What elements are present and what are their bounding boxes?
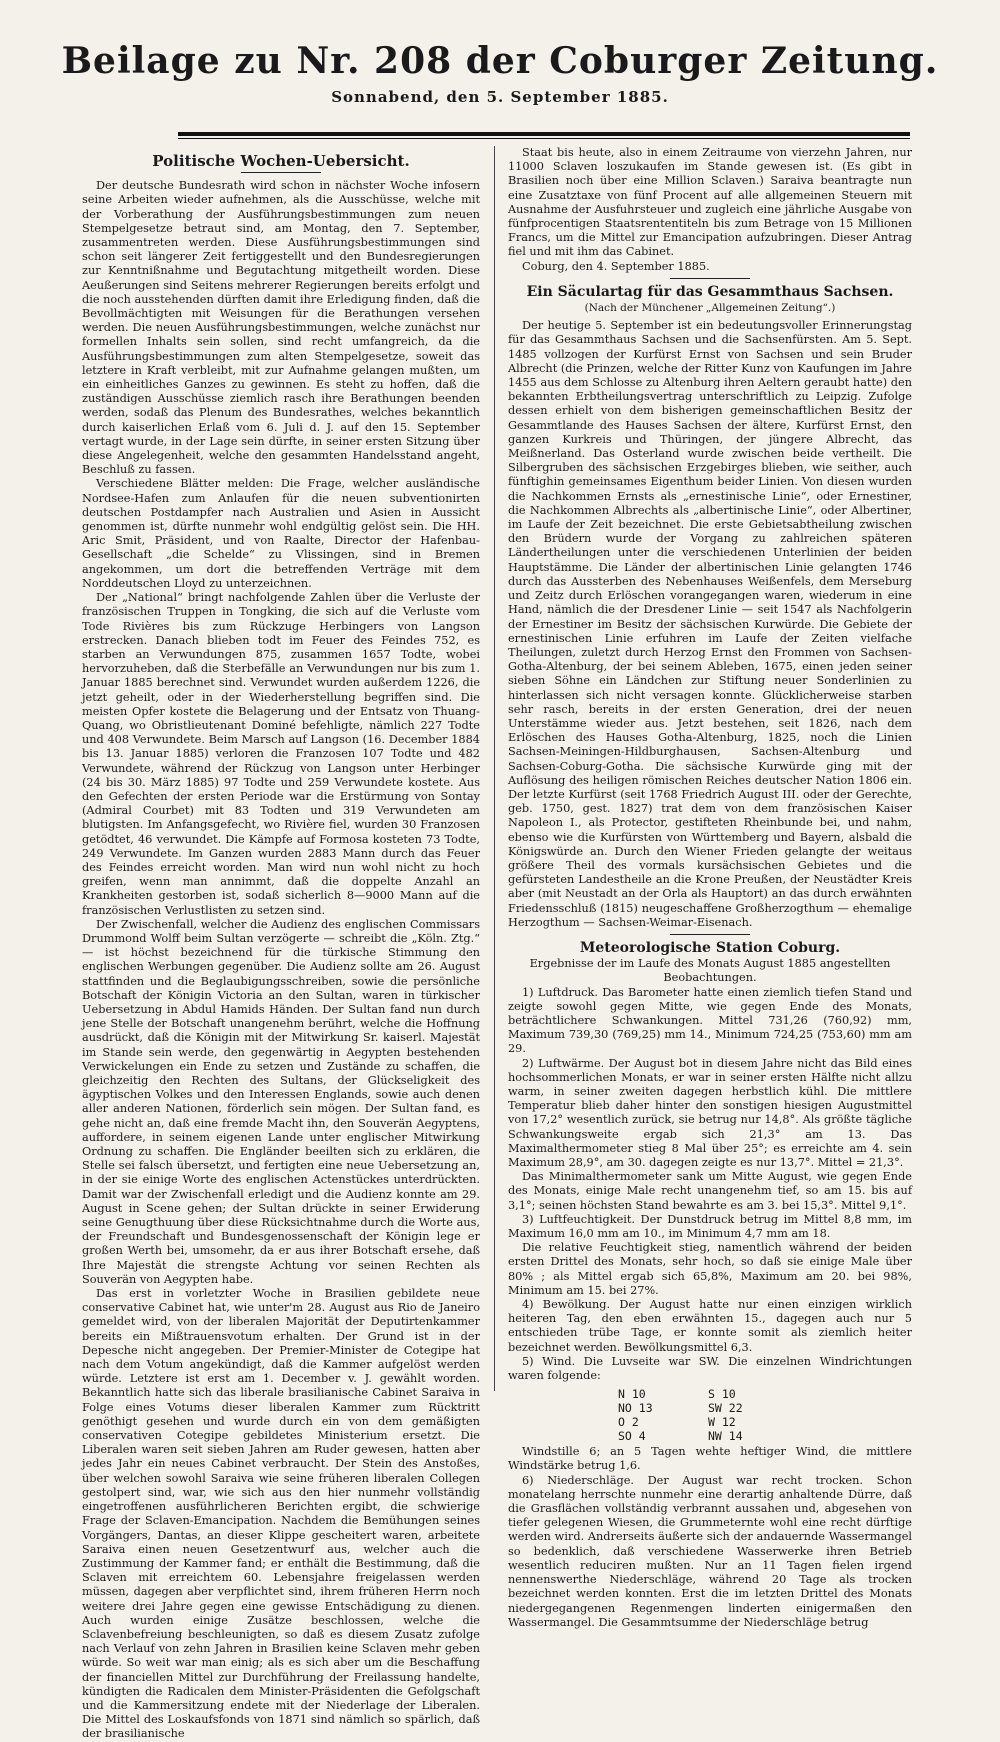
masthead-title: Beilage zu Nr. 208 der Coburger Zeitung. — [61, 40, 939, 82]
paragraph: Staat bis heute, also in einem Zeitraume von vierzehn Jahren, nur 11000 Sclaven loszukaufen im Stande gewesen ist. (Es gibt in Brasilien noch über eine Million Sclaven.) Saraiva beantragte nun eine Zusatztaxe von fünf Procent auf alle allgemeinen Steuern mit Ausnahme der Ausfuhrsteuer und zugleich eine jährliche Ausgabe von fünfprocentigen Staatsrententiteln bis zum Betrage von 15 Millionen Francs, um die Mittel zur Emancipation aufzubringen. Dieser Antrag fiel und mit ihm das Cabinet. — [508, 146, 912, 259]
paragraph: Der deutsche Bundesrath wird schon in nächster Woche infosern seine Arbeiten wieder aufnehmen, als die Ausschüsse, welche mit der Vorberathung der Ausführungsbestimmungen zum neuen Stempelgesetze betraut sind, am Montag, den 7. September, zusammentreten werden. Diese Ausführungsbestimmungen sind schon seit längerer Zeit fertiggestellt und den Bundesregierungen zur Kenntnißnahme und Begutachtung mitgetheilt worden. Diese Aeußerungen sind Seitens mehrerer Regierungen bereits erfolgt und die noch ausstehenden dürften damit ihre Erledigung finden, daß die Bevollmächtigten mit Weisungen für die Berathungen versehen werden. Die neuen Ausführungsbestimmungen, welche zunächst nur formellen Inhalts sein sollen, sind recht umfangreich, da die Ausführungsbestimmungen zum alten Stempelgesetze, soweit das letztere in Kraft verbleibt, mit zur Aufnahme gelangen mußten, um ein einheitliches Ganzes zu gewinnen. Es steht zu hoffen, daß die zuständigen Ausschüsse ziemlich rasch ihre Berathungen beenden werden, sodaß das Plenum des Bundesrathes, welches bekanntlich durch kaiserlichen Erlaß vom 6. Juli d. J. auf den 15. September vertagt wurde, in der Lage sein dürfte, in seiner ersten Sitzung über diese Angelegenheit, welche den gesammten Handelsstand angeht, Beschluß zu fassen. — [82, 179, 480, 477]
weather-item: 2) Luftwärme. Der August bot in diesem Jahre nicht das Bild eines hochsommerlichen Monats, er war in seiner ersten Hälfte nicht allzu warm, in seiner zweiten dagegen herbstlich kühl. Die mittlere Temperatur blieb daher hinter den sonstigen hiesigen Augustmittel von 17,2° wesentlich zurück, sie betrug nur 14,8°. Als größte tägliche Schwankungsweite ergab sich 21,3° am 13. Das Maximalthermometer stieg 8 Mal über 25°; es erreichte am 4. sein Maximum 28,9°, am 30. dagegen zeigte es nur 13,7°. Mittel = 21,3°. — [508, 1056, 912, 1170]
wind-cell: NO 13 — [618, 1401, 653, 1416]
weather-item: Die relative Feuchtigkeit stieg, namentlich während der beiden ersten Drittel des Monats, sehr hoch, so daß sie einige Male über 80% ; als Mittel ergab sich 65,8%, Maximum am 20. bei 98%, Minimum am 15. bei 27%. — [508, 1241, 912, 1297]
weather-item: Windstille 6; an 5 Tagen wehte heftiger Wind, die mittlere Windstärke betrug 1,6. — [508, 1445, 912, 1473]
weather-item: 1) Luftdruck. Das Barometer hatte einen ziemlich tiefen Stand und zeigte sowohl gegen Mitte, wie gegen Ende des Monats, beträchtlichere Schwankungen. Mittel 731,26 (760,92) mm, Maximum 739,30 (769,25) mm 14., Minimum 724,25 (753,60) mm am 29. — [508, 985, 912, 1056]
article-source: (Nach der Münchener „Allgemeinen Zeitung“.) — [584, 302, 836, 315]
wind-row — [618, 1387, 912, 1401]
wind-row — [618, 1429, 912, 1443]
wind-cell: NW 14 — [708, 1429, 743, 1444]
paragraph: Verschiedene Blätter melden: Die Frage, welcher ausländische Nordsee-Hafen zum Anlaufen für die neuen subventionirten deutschen Postdampfer nach Australien und Asien in Aussicht genommen ist, dürfte nunmehr wohl endgültig gelöst sein. Die HH. Aric Smit, Präsident, und von Raalte, Director der Hafenbau-Gesellschaft „die Schelde“ zu Vlissingen, sind in Bremen angekommen, um dort die betreffenden Verträge mit dem Norddeutschen Lloyd zu unterzeichnen. — [82, 477, 480, 590]
article-heading-politics: Politische Wochen-Uebersicht. — [152, 152, 410, 170]
left-column — [82, 146, 480, 1741]
wind-row — [618, 1401, 912, 1415]
section-rule — [670, 934, 750, 935]
wind-cell: S 10 — [708, 1387, 736, 1402]
article-intro: Ergebnisse der im Laufe des Monats August 1885 angestellten Beobachtungen. — [529, 957, 891, 985]
article-heading-saxony: Ein Säculartag für das Gesammthaus Sachsen. — [526, 283, 894, 300]
paragraph: Der heutige 5. September ist ein bedeutungsvoller Erinnerungstag für das Gesammthaus Sachsen und die Sachsenfürsten. Am 5. Sept. 1485 vollzogen der Kurfürst Ernst von Sachsen und sein Bruder Albrecht (die Prinzen, welche der Ritter Kunz von Kaufungen im Jahre 1455 aus dem Schlosse zu Altenburg ihren Aeltern geraubt hatte) den bekannten Erbtheilungsvertrag unterschriftlich zu Leipzig. Zufolge dessen erhielt von dem bisherigen gemeinschaftlichen Besitz der Gesammtlande des Hauses Sachsen der ältere, Kurfürst Ernst, den ganzen Kurkreis und Thüringen, der jüngere Albrecht, das Meißnerland. Das Osterland wurde zwischen beide vertheilt. Die Silbergruben des sächsischen Erzgebirges blieben, wie seither, auch fünftighin gemeinsames Eigenthum beider Linien. Von diesen wurden die Nachkommen Ernsts als „ernestinische Linie“, oder Ernestiner, die Nachkommen Albrechts als „albertinische Linie“, oder Albertiner, im Laufe der Zeit bezeichnet. Die erste Gebietsabtheilung zwischen den Brüdern wurde der Vorgang zu zahlreichen späteren Ländertheilungen unter die verschiedenen Unterlinien der beiden Hauptstämme. Die Länder der albertinischen Linie gelangten 1746 durch das Aussterben des Nebenhauses Weißenfels, dem Merseburg und Zeitz durch Erlöschen vorangegangen waren, wiederum in eine Hand, nämlich die der Dresdener Linie — seit 1547 als Nachfolgerin der Ernestiner im Besitz der sächsischen Kurwürde. Die Gebiete der ernestinischen Linie erfuhren im Laufe der Zeiten vielfache Theilungen, zuletzt durch Herzog Ernst den Frommen von Sachsen-Gotha-Altenburg, der bei seinem Ableben, 1675, einen jeden seiner sieben Söhne ein Ländchen zur Stiftung neuer Sonderlinien zu hinterlassen sich nicht versagen konnte. Glücklicherweise starben sehr rasch, bereits in der ersten Generation, drei der neuen Unterstämme wieder aus. Jetzt bestehen, seit 1826, nach dem Erlöschen des Hauses Gotha-Altenburg, 1825, noch die Linien Sachsen-Meiningen-Hildburghausen, Sachsen-Altenburg und Sachsen-Coburg-Gotha. Die sächsische Kurwürde ging mit der Auflösung des heiligen römischen Reiches deutscher Nation 1806 ein. Der letzte Kurfürst (seit 1768 Friedrich August III. oder der Gerechte, geb. 1750, gest. 1827) trat dem von dem französischen Kaiser Napoleon I., als Protector, gestifteten Rheinbunde bei, und nahm, ebenso wie die Kurfürsten von Württemberg und Bayern, alsbald die Königswürde an. Durch den Wiener Frieden gelangte der weitaus größere Theil des vormals kursächsischen Gebietes und die gefürsteten Landestheile an die Krone Preußen, der Neustädter Kreis aber (mit Neustadt an der Orla als Hauptort) an das durch erwähnten Friedensschluß (1815) neugeschaffene Großherzogthum — ehemalige Herzogthum — Sachsen-Weimar-Eisenach. — [508, 319, 912, 929]
weather-item: Das Minimalthermometer sank um Mitte August, wie gegen Ende des Monats, einige Male recht unangenehm tief, so am 15. bis auf 3,1°; seinen höchsten Stand bewahrte es am 3. bei 15,3°. Mittel 9,1°. — [508, 1170, 912, 1212]
weather-item: 3) Luftfeuchtigkeit. Der Dunstdruck betrug im Mittel 8,8 mm, im Maximum 16,0 mm am 10., im Minimum 4,7 mm am 18. — [508, 1212, 912, 1241]
weather-item: 6) Niederschläge. Der August war recht trocken. Schon monatelang herrschte nunmehr eine derartig anhaltende Dürre, daß die Grasflächen vollständig verbrannt aussahen und, abgesehen von tiefer gelegenen Wiesen, die Grummeternte wohl eine recht dürftige werden wird. Andrerseits äußerte sich der andauernde Wassermangel so bedenklich, daß verschiedene Wasserwerke ihren Betrieb wesentlich reduciren mußten. Nur an 11 Tagen fielen irgend nennenswerthe Niederschläge, während 20 Tage als trocken bezeichnet werden konnten. Erst die im letzten Drittel des Monats niedergegangenen Regenmengen linderten einigermaßen den Wassermangel. Die Gesammtsumme der Niederschläge betrug — [508, 1473, 912, 1629]
column-divider — [494, 146, 495, 1391]
wind-cell: O 2 — [618, 1415, 639, 1430]
weather-item: 4) Bewölkung. Der August hatte nur einen einzigen wirklich heiteren Tag, den eben erwähnten 15., dagegen auch nur 5 entschieden trübe Tage, er konnte somit als ziemlich heiter bezeichnet werden. Bewölkungsmittel 6,3. — [508, 1298, 912, 1354]
paragraph: Das erst in vorletzter Woche in Brasilien gebildete neue conservative Cabinet hat, wie unter'm 28. August aus Rio de Janeiro gemeldet wird, von der liberalen Majorität der Deputirtenkammer bereits ein Mißtrauensvotum erhalten. Der Grund ist in der Depesche nicht angegeben. Der Premier-Minister de Cotegipe hat nach dem Votum angekündigt, daß die Kammer aufgelöst werden würde. Letztere ist erst am 1. December v. J. gewählt worden. Bekanntlich hatte sich das liberale brasilianische Cabinet Saraiva in Folge eines Votums dieser liberalen Kammer zum Rücktritt genöthigt gesehen und wurde durch ein von dem gemäßigten conservativen Cotegipe gebildetes Ministerium ersetzt. Die Liberalen waren seit sieben Jahren am Ruder gewesen, hatten aber jedes Jahr ein neues Cabinet verbraucht. Der Stein des Anstoßes, über welchen sowohl Saraiva wie seine früheren liberalen Collegen gestolpert sind, war, wie sich aus den hier nunmehr vollständig eingetroffenen ausführlicheren Berichten ergibt, die schwierige Frage der Sclaven-Emancipation. Nachdem die Bemühungen seines Vorgängers, Dantas, an dieser Klippe gescheitert waren, arbeitete Saraiva einen neuen Gesetzentwurf aus, welcher auch die Zustimmung der Kammer fand; er enthält die Bestimmung, daß die Sclaven mit erreichtem 60. Lebensjahre freigelassen werden müssen, dagegen aber verpflichtet sind, ihrem früheren Herrn noch weitere drei Jahre gegen eine gewisse Entschädigung zu dienen. Auch wurden einige Zusätze beschlossen, welche die Sclavenbefreiung beschleunigten, so daß es diesem Zusatz zufolge nach Verlauf von zehn Jahren in Brasilien keine Sclaven mehr geben würde. So weit war man einig; als es sich aber um die Beschaffung der financiellen Mittel zur Durchführung der Freilassung handelte, kündigten die Radicalen dem Minister-Präsidenten die Gefolgschaft und die Kammersitzung endete mit der Niederlage der Liberalen. Die Mittel des Loskaufsfonds von 1871 sind nämlich so spärlich, daß der brasilianische — [82, 1287, 480, 1741]
right-column — [508, 146, 912, 1629]
masthead — [0, 40, 1000, 106]
paragraph: Der „National“ bringt nachfolgende Zahlen über die Verluste der französischen Truppen in Tongking, die sich auf die Verluste vom Tode Rivières bis zum Rückzuge Herbingers von Langson erstrecken. Danach blieben todt im Feuer des Feindes 752, es starben an Verwundungen 875, zusammen 1657 Todte, wobei hervorzuheben, daß die Sterbefälle an Verwundungen nur bis zum 1. Januar 1885 berechnet sind. Verwundet wurden außerdem 1226, die jetzt geheilt, oder in der Wiederherstellung begriffen sind. Die meisten Opfer kostete die Belagerung und der Entsatz von Thuang-Quang, wo Obristlieutenant Dominé befehligte, nämlich 227 Todte und 408 Verwundete. Beim Marsch auf Langson (16. December 1884 bis 13. Januar 1885) verloren die Franzosen 107 Todte und 482 Verwundete, während der Rückzug von Langson unter Herbinger (24 bis 30. März 1885) 97 Todte und 259 Verwundete kostete. Aus den Gefechten der ersten Periode war die Erstürmung von Sontay (Admiral Courbet) mit 83 Todten und 319 Verwundeten am blutigsten. Im Anfangsgefecht, wo Rivière fiel, wurden 30 Franzosen getödtet, 46 verwundet. Die Kämpfe auf Formosa kosteten 73 Todte, 249 Verwundete. Im Ganzen wurden 2883 Mann durch das Feuer des Feindes erreicht worden. Man wird nun wohl nicht zu hoch greifen, wenn man annimmt, daß die doppelte Anzahl an Krankheiten gestorben ist, sodaß sicherlich 8—9000 Mann auf die französischen Verlustlisten zu setzen sind. — [82, 591, 480, 917]
wind-table — [618, 1387, 912, 1443]
masthead-rule — [178, 132, 910, 136]
masthead-date: Sonnabend, den 5. September 1885. — [331, 88, 669, 106]
section-rule — [670, 278, 750, 279]
dateline-sign: Coburg, den 4. September 1885. — [522, 259, 710, 273]
masthead-rule-thin — [178, 138, 910, 139]
wind-cell: SO 4 — [618, 1429, 646, 1444]
paragraph: Der Zwischenfall, welcher die Audienz des englischen Commissars Drummond Wolff beim Sultan verzögerte — schreibt die „Köln. Ztg.“ — ist höchst bezeichnend für die türkische Stimmung den englischen Werbungen gegenüber. Die Audienz sollte am 26. August stattfinden und die Beglaubigungsschreiben, sowie die persönliche Botschaft der Königin Victoria an den Sultan, waren in türkischer Uebersetzung in Abdul Hamids Händen. Der Sultan fand nun durch jene Stelle der Botschaft unangenehm berührt, welche die Hoffnung ausdrückt, daß die Königin mit der Mitwirkung Sr. kaiserl. Majestät im Stande sein werde, den gegenwärtig in Aegypten bestehenden Verwickelungen ein Ende zu setzen und Zustände zu schaffen, die gleichzeitig den Rechten des Sultans, der Glückseligkeit des ägyptischen Volkes und den Interessen Englands, sowie auch denen aller anderen Nationen, förderlich sein mögen. Der Sultan fand, es gehe nicht an, daß eine fremde Macht ihn, den Souverän Aegyptens, auffordere, in seinem eigenen Lande unter englischer Mitwirkung Ordnung zu schaffen. Die Engländer beeilten sich zu erklären, die Stelle sei falsch übersetzt, und fertigten eine neue Uebersetzung an, in der sie einige Worte des englischen Actenstückes unterdrückten. Damit war der Zwischenfall erledigt und die Audienz konnte am 29. August in Scene gehen; der Sultan drückte in seiner Erwiderung seine Genugthuung über diese Rücksichtnahme durch die Worte aus, der Freundschaft und Bundesgenossenschaft der Königin lege er großen Werth bei, umsomehr, da er aus ihrer Botschaft ersehe, daß Ihre Majestät die strengste Achtung vor seinen Rechten als Souverän von Aegypten habe. — [82, 917, 480, 1286]
heading-rule — [241, 172, 321, 173]
wind-cell: N 10 — [618, 1387, 646, 1402]
article-heading-meteorology: Meteorologische Station Coburg. — [579, 939, 841, 956]
weather-item: 5) Wind. Die Luvseite war SW. Die einzelnen Windrichtungen waren folgende: — [508, 1354, 912, 1383]
wind-cell: SW 22 — [708, 1401, 743, 1416]
wind-row — [618, 1415, 912, 1429]
wind-cell: W 12 — [708, 1415, 736, 1430]
